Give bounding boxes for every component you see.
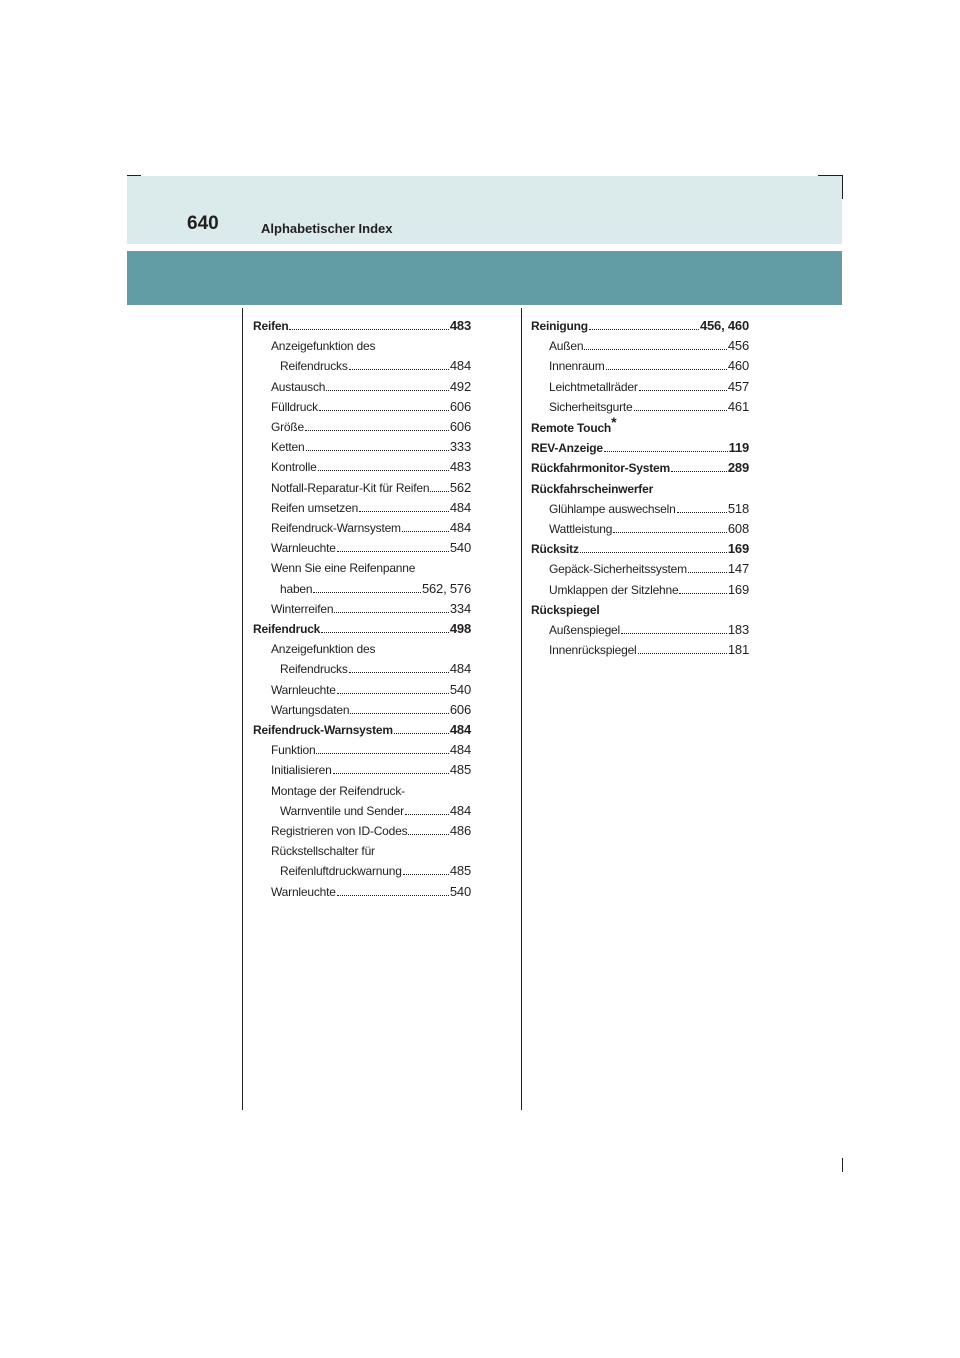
index-term: Außen <box>549 339 584 354</box>
dot-leader <box>677 512 727 513</box>
dot-leader <box>334 612 449 613</box>
index-entry <box>531 519 749 539</box>
page-reference: 498 <box>449 621 471 637</box>
dot-leader <box>604 451 728 452</box>
index-entry <box>531 438 749 458</box>
dot-leader <box>584 349 727 350</box>
dot-leader <box>638 653 727 654</box>
page-reference: 484 <box>449 499 471 515</box>
page-reference: 333 <box>449 439 471 455</box>
page-reference: 169 <box>727 581 749 597</box>
index-entry <box>253 417 471 437</box>
index-term: Reifendruck-Warnsystem <box>271 521 401 536</box>
dot-leader <box>359 511 449 512</box>
index-entry <box>253 821 471 841</box>
index-entry <box>253 498 471 518</box>
index-term: Wenn Sie eine Reifenpanne <box>271 561 416 576</box>
index-column-left <box>253 316 471 902</box>
index-entry <box>531 539 749 559</box>
index-term: Kontrolle <box>271 460 317 475</box>
dot-leader <box>349 672 449 673</box>
index-term: Reifendruck <box>253 622 321 637</box>
index-term: Reinigung <box>531 319 588 333</box>
index-term: Gepäck-Sicherheitssystem <box>549 562 687 577</box>
page-reference: 540 <box>449 540 471 556</box>
dot-leader <box>333 773 449 774</box>
index-entry <box>253 336 471 356</box>
page-reference: 484 <box>449 358 471 374</box>
dot-leader <box>634 410 727 411</box>
dot-leader <box>430 491 449 492</box>
dot-leader <box>671 471 727 472</box>
page-reference: 606 <box>449 398 471 414</box>
page-reference: 485 <box>449 863 471 879</box>
index-entry <box>531 356 749 376</box>
dot-leader <box>589 329 699 330</box>
index-entry <box>253 518 471 538</box>
dot-leader <box>337 551 449 552</box>
dot-leader <box>337 895 449 896</box>
dot-leader <box>405 814 449 815</box>
index-term: Innenraum <box>549 359 605 374</box>
index-term: Glühlampe auswechseln <box>549 501 676 516</box>
page-reference: 334 <box>449 600 471 616</box>
index-entry <box>253 579 471 599</box>
dot-leader <box>613 532 727 533</box>
index-entry <box>253 841 471 861</box>
page-reference: 460 <box>727 358 749 374</box>
index-term: Reifen umsetzen <box>271 500 359 515</box>
dot-leader <box>306 450 449 451</box>
index-entry <box>253 558 471 578</box>
index-entry <box>531 458 749 478</box>
page-reference: 456, 460 <box>699 318 749 333</box>
dot-leader <box>337 693 449 694</box>
index-entry <box>253 397 471 417</box>
index-entry <box>253 659 471 679</box>
dot-leader <box>326 390 449 391</box>
column-rule-middle <box>521 308 522 1110</box>
page-reference: 484 <box>449 742 471 758</box>
page-reference: 485 <box>449 762 471 778</box>
index-entry <box>253 740 471 760</box>
index-term: Wattleistung <box>549 522 613 537</box>
index-entry <box>253 861 471 881</box>
index-entry <box>253 801 471 821</box>
index-entry <box>531 414 749 438</box>
index-term: Montage der Reifendruck- <box>271 783 405 798</box>
index-term: Sicherheitsgurte <box>549 399 633 414</box>
index-entry <box>253 538 471 558</box>
footnote-star: * <box>611 414 617 431</box>
page-reference: 457 <box>727 378 749 394</box>
index-term: Fülldruck <box>271 399 318 414</box>
crop-mark-top-right-v <box>842 175 843 199</box>
dot-leader <box>408 834 449 835</box>
index-entry <box>531 316 749 336</box>
index-term: Winterreifen <box>271 601 334 616</box>
dot-leader <box>402 531 449 532</box>
dot-leader <box>305 430 449 431</box>
index-term: Ketten <box>271 440 305 455</box>
crop-mark-bottom-right-v <box>842 1158 843 1172</box>
page-reference: 540 <box>449 883 471 899</box>
index-term: Registrieren von ID-Codes <box>271 824 408 839</box>
page-reference: 484 <box>449 661 471 677</box>
dot-leader <box>394 733 449 734</box>
index-entry <box>253 478 471 498</box>
index-term: Warnleuchte <box>271 682 336 697</box>
page-reference: 606 <box>449 419 471 435</box>
page-reference: 562 <box>449 479 471 495</box>
index-entry <box>253 619 471 639</box>
dot-leader <box>688 572 727 573</box>
page-reference: 606 <box>449 701 471 717</box>
index-term: Wartungsdaten <box>271 702 350 717</box>
index-term: Größe <box>271 420 305 435</box>
page-number: 640 <box>187 213 219 234</box>
index-term: Initialisieren <box>271 763 332 778</box>
index-entry <box>531 336 749 356</box>
dot-leader <box>679 593 726 594</box>
index-term: Warnventile und Sender <box>280 803 404 818</box>
index-term: Warnleuchte <box>271 884 336 899</box>
dot-leader <box>289 329 448 330</box>
index-term: Rückspiegel <box>531 602 600 617</box>
index-entry <box>253 316 471 336</box>
dot-leader <box>350 713 449 714</box>
index-term: Leichtmetallräder <box>549 379 638 394</box>
index-term: Reifendruck-Warnsystem <box>253 723 393 738</box>
dot-leader <box>606 369 727 370</box>
index-term: Austausch <box>271 379 326 394</box>
index-entry <box>253 437 471 457</box>
page-reference: 181 <box>727 642 749 658</box>
index-term: Reifen <box>253 319 289 333</box>
index-term: Warnleuchte <box>271 541 336 556</box>
page-reference: 484 <box>449 722 471 738</box>
index-term: haben <box>280 581 313 596</box>
dot-leader <box>580 552 727 553</box>
page-reference: 289 <box>727 460 749 476</box>
index-term: Reifendrucks <box>280 662 348 677</box>
index-entry <box>253 639 471 659</box>
index-entry <box>531 499 749 519</box>
page-reference: 608 <box>727 521 749 537</box>
index-entry <box>531 397 749 417</box>
index-term: Innenrückspiegel <box>549 643 637 658</box>
dot-leader <box>349 369 449 370</box>
index-entry <box>253 356 471 376</box>
index-entry <box>253 457 471 477</box>
index-entry <box>253 760 471 780</box>
dot-leader <box>321 632 449 633</box>
index-entry <box>253 720 471 740</box>
page-reference: 483 <box>449 459 471 475</box>
index-entry <box>253 680 471 700</box>
dot-leader <box>639 390 727 391</box>
dot-leader <box>319 410 449 411</box>
index-entry <box>253 781 471 801</box>
index-term: Reifenluftdruckwarnung <box>280 864 402 879</box>
page-reference: 484 <box>449 802 471 818</box>
page-reference: 484 <box>449 520 471 536</box>
index-entry <box>253 377 471 397</box>
index-term: REV-Anzeige <box>531 441 603 456</box>
page-reference: 540 <box>449 681 471 697</box>
index-term: Anzeigefunktion des <box>271 642 376 657</box>
index-entry <box>253 882 471 902</box>
index-entry <box>253 700 471 720</box>
dot-leader <box>621 633 727 634</box>
index-entry <box>253 599 471 619</box>
index-term: Rückfahrscheinwerfer <box>531 481 654 496</box>
index-term: Reifendrucks <box>280 359 348 374</box>
page-reference: 562, 576 <box>421 580 471 596</box>
index-term: Rückstellschalter für <box>271 844 375 859</box>
page-reference: 169 <box>727 541 749 557</box>
index-term: Umklappen der Sitzlehne <box>549 582 679 597</box>
page-reference: 119 <box>728 440 749 456</box>
page-reference: 461 <box>727 398 749 414</box>
index-entry <box>531 580 749 600</box>
index-term: Außenspiegel <box>549 623 620 638</box>
page-reference: 183 <box>727 622 749 638</box>
index-entry <box>531 559 749 579</box>
page-reference: 518 <box>727 500 749 516</box>
dot-leader <box>316 753 448 754</box>
index-term: Anzeigefunktion des <box>271 339 376 354</box>
index-column-right <box>531 316 749 660</box>
page-title: Alphabetischer Index <box>261 221 393 236</box>
dot-leader <box>403 874 449 875</box>
page-reference: 486 <box>449 823 471 839</box>
index-entry <box>531 620 749 640</box>
index-term: Rücksitz <box>531 542 579 557</box>
page-reference: 456 <box>727 338 749 354</box>
index-entry <box>531 377 749 397</box>
index-term: Notfall-Reparatur-Kit für Reifen <box>271 480 430 495</box>
index-term: Funktion <box>271 743 316 758</box>
index-term: Rückfahrmonitor-System <box>531 461 670 476</box>
index-entry <box>531 479 749 499</box>
page-reference: 147 <box>727 561 749 577</box>
dot-leader <box>313 592 421 593</box>
index-entry <box>531 600 749 620</box>
column-rule-left <box>242 308 243 1110</box>
section-band <box>127 251 842 305</box>
page-reference: 483 <box>449 318 471 333</box>
page-reference: 492 <box>449 378 471 394</box>
dot-leader <box>318 470 449 471</box>
index-entry <box>531 640 749 660</box>
page-header <box>127 176 842 244</box>
index-term: Remote Touch <box>531 421 612 436</box>
